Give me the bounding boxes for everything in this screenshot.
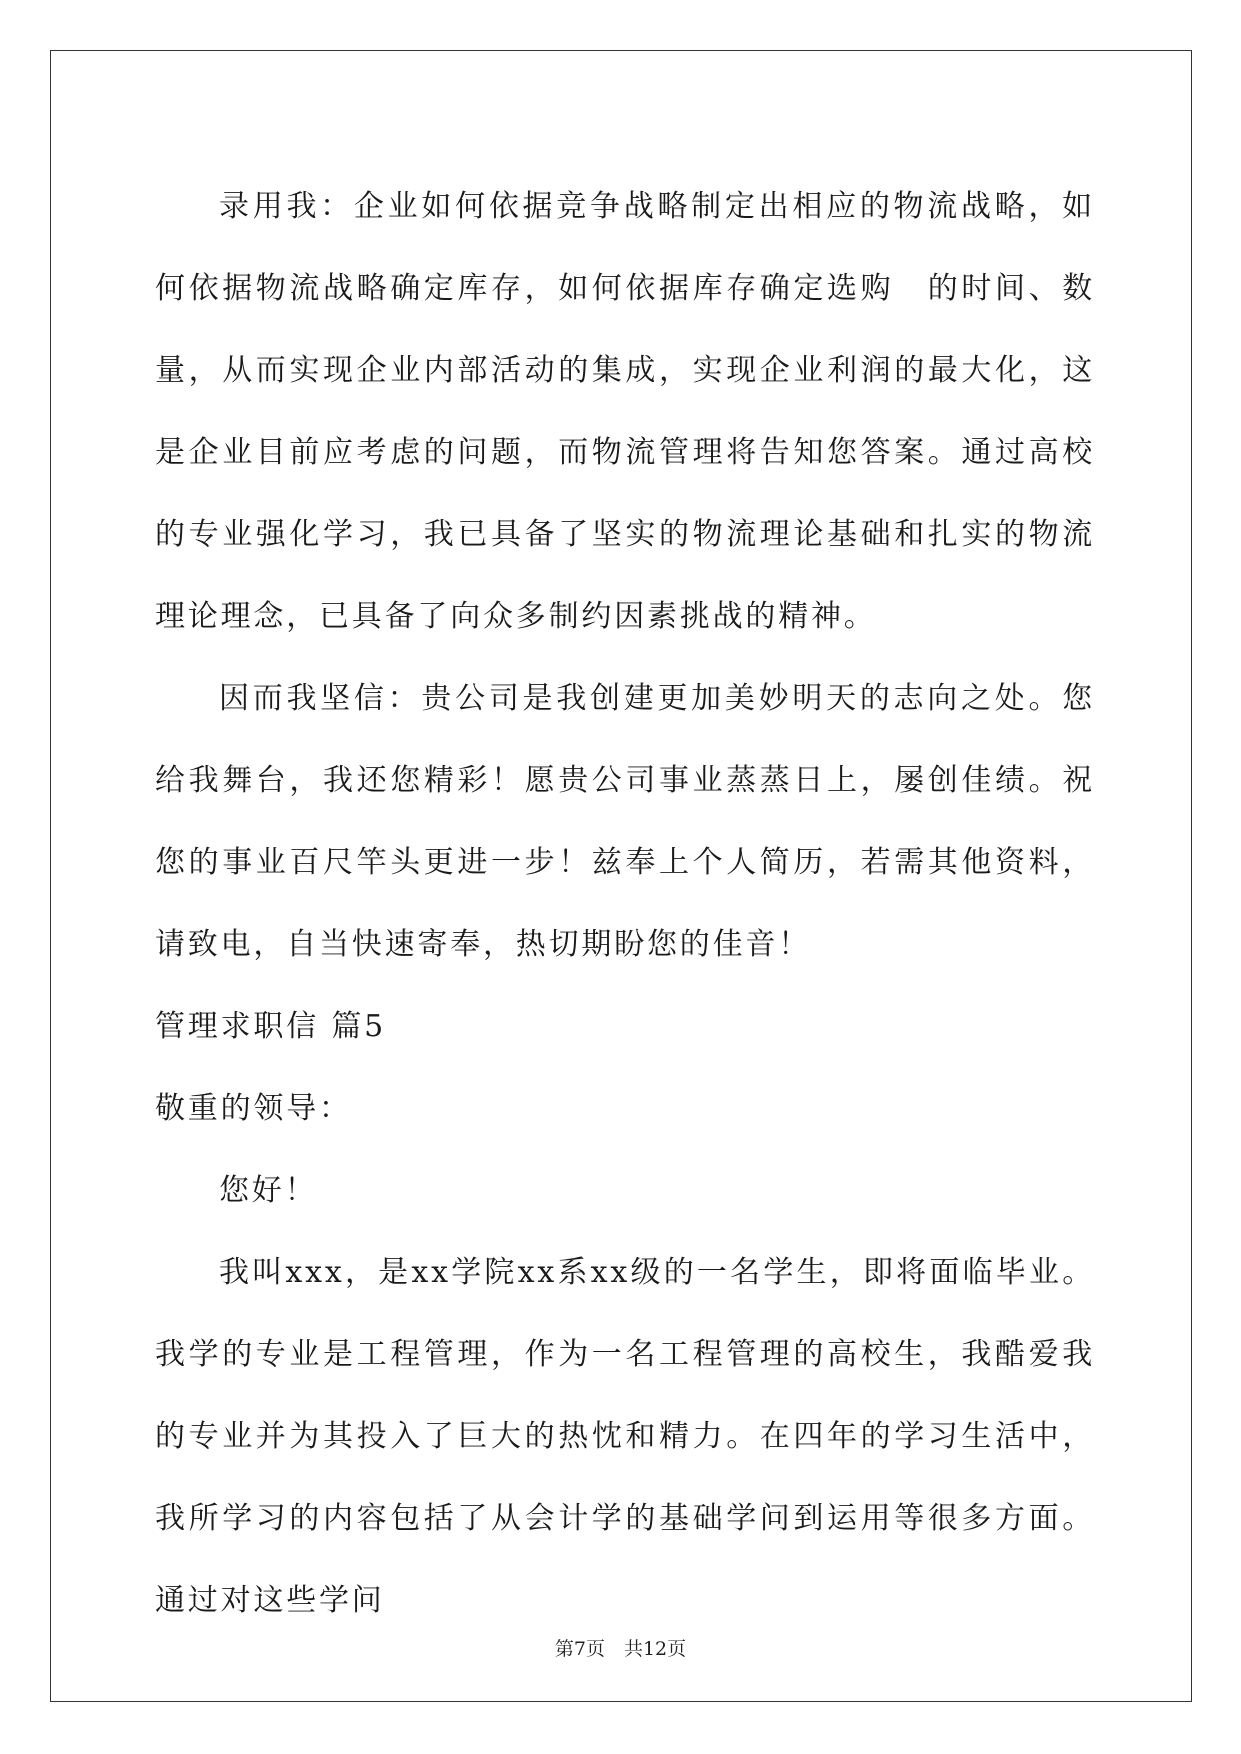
paragraph-3: 我叫xxx，是xx学院xx系xx级的一名学生，即将面临毕业。我学的专业是工程管理，作为一名工程管理的高校生，我酷爱我的专业并为其投入了巨大的热忱和精力。在四年的学习生活中，我所学习的内容包括了从会计学的基础学问到运用等很多方面。通过对这些学问 [155,1255,1095,1618]
page-number-footer: 第7页 共12页 [554,1638,687,1660]
greeting: 您好！ [219,1173,318,1208]
paragraph-1: 录用我：企业如何依据竞争战略制定出相应的物流战略，如何依据物流战略确定库存，如何依据库存确定选购 的时间、数量，从而实现企业内部活动的集成，实现企业利润的最大化，这是企业目前应考虑的问题，而物流管理将告知您答案。通过高校的专业强化学习，我已具备了坚实的物流理论基础和扎实的物流理论理念，已具备了向众多制约因素挑战的精神。 [155,189,1095,634]
paragraph-2: 因而我坚信：贵公司是我创建更加美妙明天的志向之处。您给我舞台，我还您精彩！愿贵公司事业蒸蒸日上，屡创佳绩。祝您的事业百尺竿头更进一步！兹奉上个人简历，若需其他资料，请致电，自当快速寄奉，热切期盼您的佳音！ [155,681,1095,962]
section-title: 管理求职信 篇5 [155,1009,387,1044]
document-body [155,166,1095,1642]
salutation: 敬重的领导： [155,1091,352,1126]
